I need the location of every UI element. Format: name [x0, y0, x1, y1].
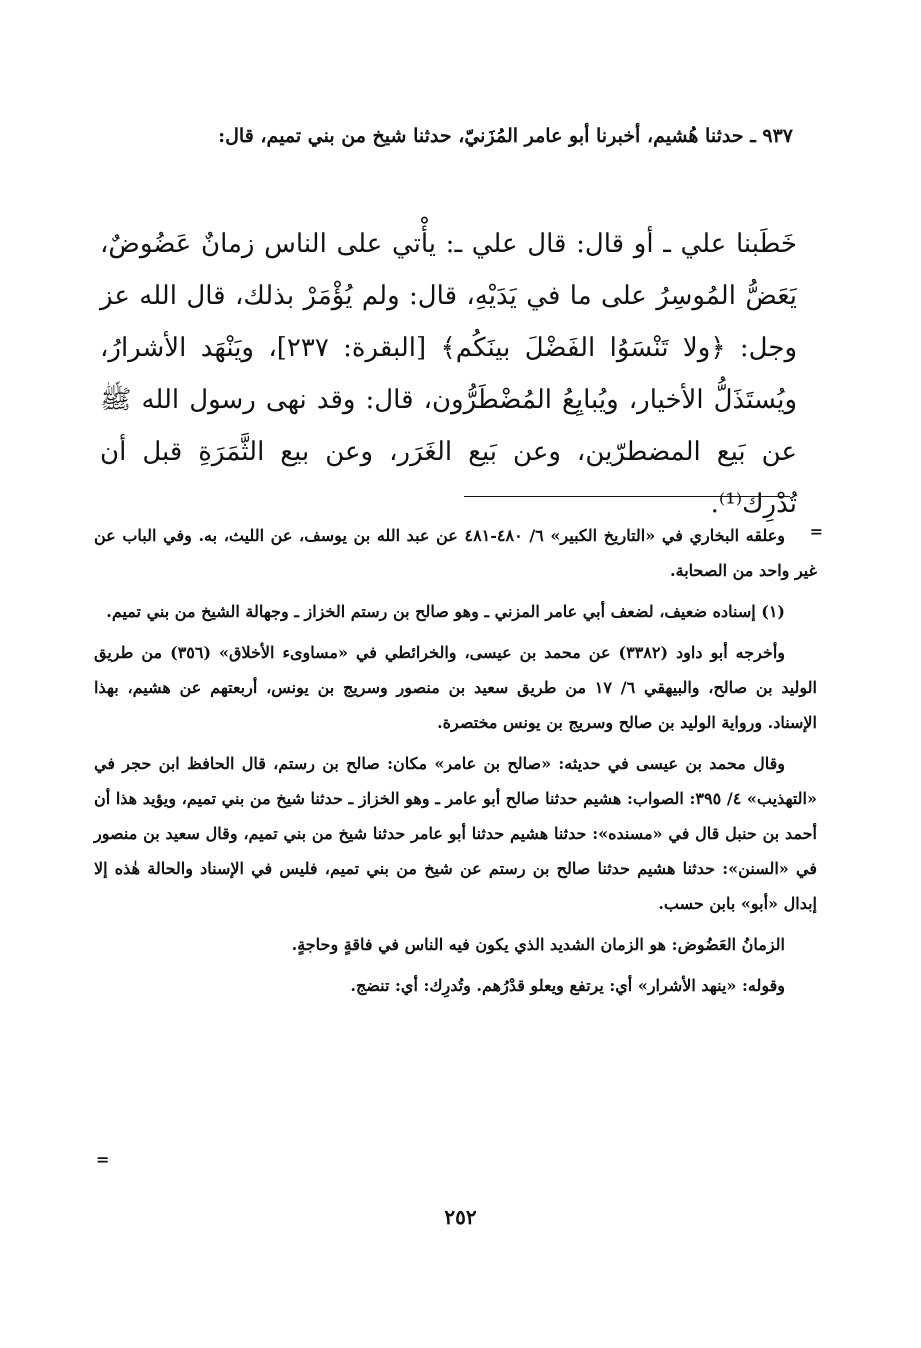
footnote-continuation: وعلقه البخاري في «التاريخ الكبير» ٦/ ٤٨٠-٤٨١ عن عبد الله بن يوسف، عن الليث، به. وفي الباب عن غير واحد من الصحابة.: [94, 526, 817, 580]
footnote-takhrij: وأخرجه أبو داود (٣٣٨٢) عن محمد بن عيسى، والخرائطي في «مساوىء الأخلاق» (٣٥٦) من طريق الوليد بن صالح، والبيهقي ٦/ ١٧ من طريق سعيد بن منصور وسريج بن يونس، أربعتهم عن هشيم، بهذا الإسناد. ورواية الوليد بن صالح وسريج بن يونس مختصرة.: [94, 643, 818, 732]
footnote-commentary: وقال محمد بن عيسى في حديثه: «صالح بن عامر» مكان: صالح بن رستم، قال الحافظ ابن حجر في «التهذيب» ٤/ ٣٩٥: الصواب: هشيم حدثنا صالح أبو عامر ـ وهو الخزاز ـ حدثنا شيخ من بني تميم، ويؤيد هذا أن أحمد بن حنبل قال في «مسنده»: حدثنا هشيم حدثنا أبو عامر حدثنا شيخ من بني تميم، وقال سعيد بن منصور في «السنن»: حدثنا هشيم حدثنا صالح بن رستم عن شيخ من بني تميم، فليس في الإسناد والحالة هٰذه إلا إبدال «أبو» بابن حسب.: [94, 754, 818, 913]
isnad-text: ٩٣٧ ـ حدثنا هُشيم، أخبرنا أبو عامر المُزَنيّ، حدثنا شيخ من بني تميم، قال:: [218, 125, 793, 147]
footnotes: [94, 518, 817, 1009]
continuation-mark-bottom: =: [96, 1150, 110, 1169]
matn-text: خَطَبنا علي ـ أو قال: قال علي ـ: يأْتي على الناس زمانٌ عَضُوضٌ، يَعَضُّ المُوسِرُ على ما في يَدَيْهِ، قال: ولم يُؤْمَرْ بذلك، قال الله عز وجل: ﴿ولا تَنْسَوُا الفَضْلَ بينَكُم﴾ [البقرة: ٢٣٧]، ويَنْهَد الأشرارُ، ويُستَذَلُّ الأخيار، ويُبايِعُ المُضْطَرُّون، قال: وقد نهى رسول الله ﷺ عن بَيع المضطرّين، وعن بَيع الغَرَر، وعن بيع الثَّمَرَةِ قبل أن تُدْرِك⁽¹⁾.: [100, 229, 797, 519]
continuation-mark-top: =: [809, 522, 823, 541]
hadith-isnad: [100, 116, 793, 156]
page-number: ٢٥٢: [444, 1205, 477, 1229]
footnote-gloss-2: وقوله: «ينهد الأشرار» أي: يرتفع ويعلو قدْرُهم. وتُدرِك: أي: تنضج.: [350, 976, 785, 995]
footnote-gloss-1: الزمانُ العَضُوض: هو الزمان الشديد الذي يكون فيه الناس في فاقةٍ وحاجةٍ.: [291, 935, 785, 954]
footnote-divider: [464, 496, 790, 497]
hadith-matn: [100, 218, 797, 530]
footnote-1: (١) إسناده ضعيف، لضعف أبي عامر المزني ـ وهو صالح بن رستم الخزاز ـ وجهالة الشيخ من بني تميم.: [106, 602, 785, 621]
